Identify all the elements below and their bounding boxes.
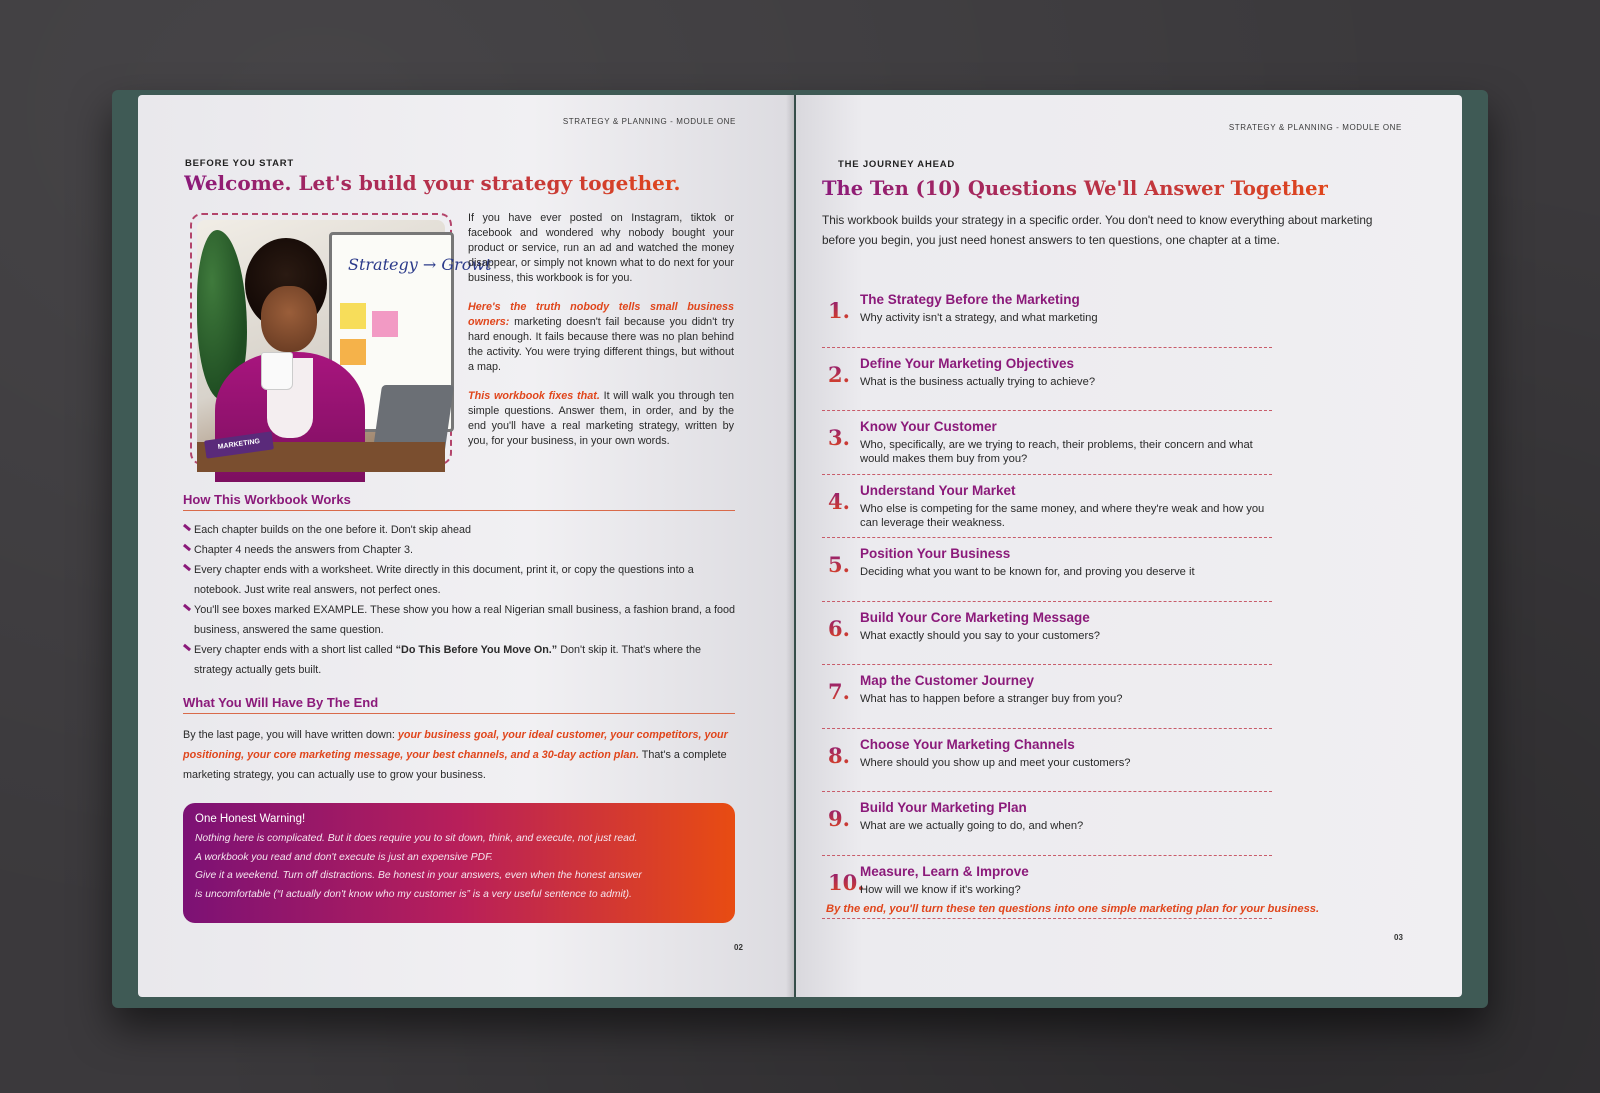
question-item [822,792,1272,856]
board-text: Strategy → Growt [348,255,492,274]
page-number: 03 [1394,933,1403,942]
question-item [822,538,1272,602]
running-head: STRATEGY & PLANNING - MODULE ONE [562,117,736,126]
question-number: 8. [828,742,850,768]
question-title: Measure, Learn & Improve [860,863,1029,879]
question-title: Position Your Business [860,546,1011,561]
question-desc: What is the business actually trying to achieve? [860,375,1096,388]
page-number: 02 [734,943,743,952]
warning-box [183,803,735,923]
sticky-note [372,311,398,337]
question-number: 10. [828,869,865,895]
illustration-frame [190,213,492,465]
question-number: 4. [828,488,850,514]
question-item [822,348,1272,412]
list-item: Each chapter builds on the one before it. Don't skip ahead [183,520,735,540]
list-item-bold: “Do This Before You Move On.” [395,644,558,656]
question-desc: Deciding what you want to be known for, and proving you deserve it [860,566,1195,578]
list-item: Chapter 4 needs the answers from Chapter 3. [183,540,735,560]
question-item [822,729,1272,793]
question-item [822,665,1272,729]
sticky-note [340,303,366,329]
fixes-lead: This workbook fixes that. [468,390,600,402]
question-number: 2. [828,361,850,387]
question-title: Build Your Marketing Plan [860,800,1027,815]
truth-text: marketing doesn't fail because you didn't try hard enough. It fails because there was no plan behind the activity. You were trying different things, but without a map. [468,316,734,373]
truth-paragraph [468,300,734,375]
list-item: Every chapter ends with a worksheet. Write directly in this document, print it, or copy the questions into a notebook. Just write real answers, not perfect ones. [183,560,735,600]
list-item [183,640,735,680]
warning-line: A workbook you read and don't execute is just an expensive PDF. [195,851,493,863]
question-title: Understand Your Market [860,482,1016,498]
warning-line: Give it a weekend. Turn off distractions. Be honest in your answers, even when the honest answer [195,870,642,881]
mug-graphic [261,352,293,390]
question-desc: Who, specifically, are we trying to reach, their problems, their concern and what would makes them buy from you? [860,439,1253,465]
question-title: The Strategy Before the Marketing [860,292,1080,307]
end-heading: What You Will Have By The End [183,695,735,714]
page-title: Welcome. Let's build your strategy together. [184,171,681,195]
intro-text: This workbook builds your strategy in a specific order. You don't need to know everything about marketing before you begin, you just need honest answers to ten questions, one chapter at a time. [822,213,1373,247]
question-title: Define Your Marketing Objectives [860,355,1075,371]
question-title: Choose Your Marketing Channels [860,736,1075,752]
kicker: BEFORE YOU START [185,158,295,169]
question-title: Know Your Customer [860,419,997,434]
end-text [183,725,735,785]
question-item [822,411,1272,475]
question-number: 7. [828,679,850,704]
marketing-book-prop: MARKETING [204,431,274,458]
question-desc: Where should you show up and meet your customers? [860,756,1131,769]
end-text-highlight: your business goal, your ideal customer, your competitors, your positioning, your core marketing message, your best channels, and a 30-day action plan. [183,729,728,761]
end-text-pre: By the last page, you will have written down: [183,729,398,741]
kicker: THE JOURNEY AHEAD [838,159,956,170]
question-desc: How will we know if it's working? [860,883,1021,896]
right-page [796,95,1462,997]
question-desc: What are we actually going to do, and when? [860,820,1084,832]
question-number: 1. [828,298,850,323]
warning-body [195,830,723,904]
question-title: Map the Customer Journey [860,673,1035,688]
warning-line: Nothing here is complicated. But it does require you to sit down, think, and execute, not just read. [195,833,638,844]
fixes-paragraph [468,389,734,449]
warning-title: One Honest Warning! [195,813,306,825]
fixes-text: It will walk you through ten simple questions. Answer them, in order, and by the end you'll have a real marketing strategy, written by you, for your business, in your own words. [468,390,734,447]
question-number: 9. [828,806,850,831]
question-desc: Who else is competing for the same money, and where they're weak and how you can leverage their weakness. [860,502,1265,529]
running-head: STRATEGY & PLANNING - MODULE ONE [1228,123,1402,132]
question-item [822,602,1272,666]
intro-text [468,211,734,463]
illustration-woman-with-mug [197,220,492,458]
question-number: 6. [828,615,850,641]
question-title: Build Your Core Marketing Message [860,609,1090,625]
list-item-text: Don't skip it. That's where the strategy actually gets built. [194,644,701,676]
left-page [138,95,794,997]
question-list [822,284,1272,919]
how-list [183,520,735,680]
list-item-text: Every chapter ends with a short list called [194,644,396,656]
sticky-note [340,339,366,365]
warning-line: is uncomfortable (“I actually don't know who my customer is” is a very useful sentence to admit). [195,888,632,900]
list-item: You'll see boxes marked EXAMPLE. These show you how a real Nigerian small business, a fashion brand, a food business, answered the same question. [183,600,735,640]
end-text-post: That's a complete marketing strategy, you can actually use to grow your business. [183,749,727,781]
question-number: 5. [828,552,850,577]
intro-paragraph: If you have ever posted on Instagram, tiktok or facebook and wondered why nobody bought your product or service, run an ad and watched the money disappear, or simply not known what to do next for your business, this workbook is for you. [468,212,734,284]
question-item [822,475,1272,539]
question-desc: What exactly should you say to your customers? [860,629,1101,642]
page-title: The Ten (10) Questions We'll Answer Together [822,177,1328,200]
question-desc: Why activity isn't a strategy, and what marketing [860,312,1098,324]
truth-lead: Here's the truth nobody tells small business owners: [468,301,734,328]
person-face [261,286,317,352]
question-desc: What has to happen before a stranger buy from you? [860,693,1123,705]
question-number: 3. [828,425,850,450]
closing-statement: By the end, you'll turn these ten questions into one simple marketing plan for your business. [826,903,1320,915]
how-heading: How This Workbook Works [183,492,735,511]
question-item [822,284,1272,348]
